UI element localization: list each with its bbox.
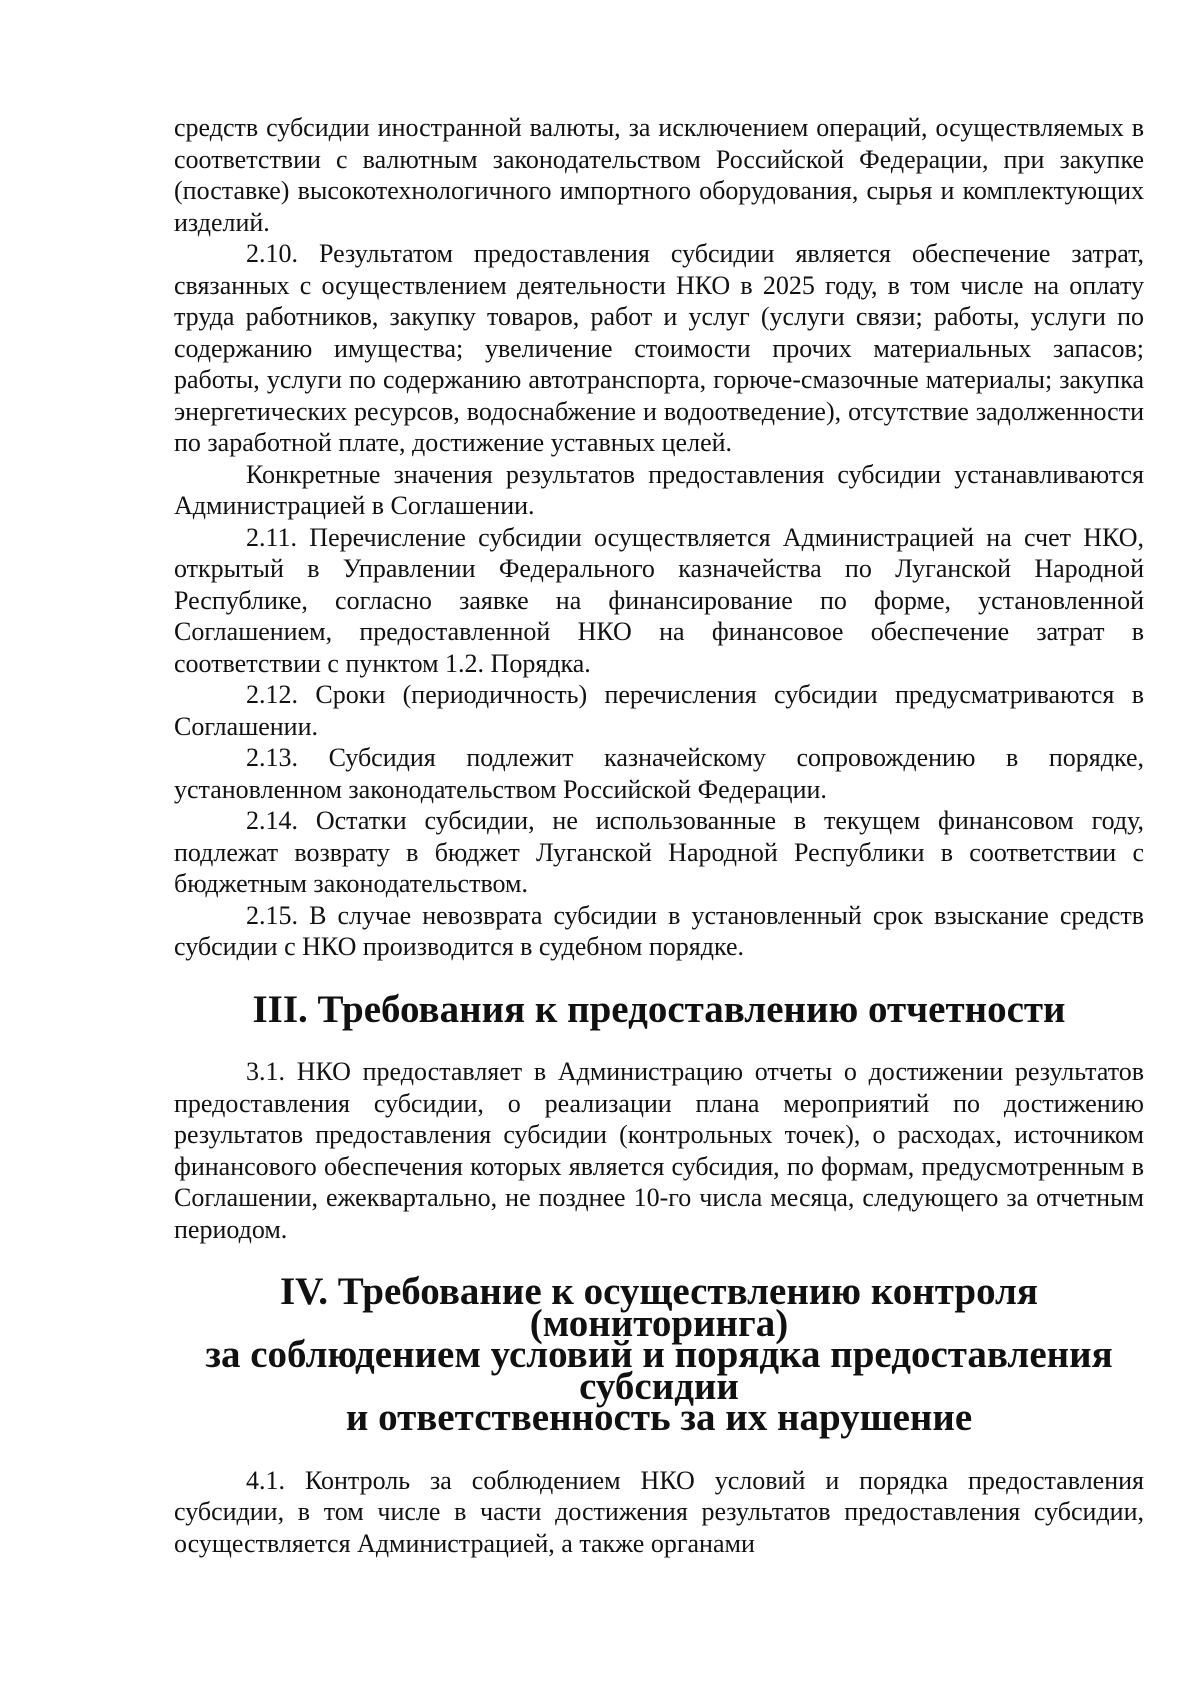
paragraph-2-13: 2.13. Субсидия подлежит казначейскому сопровождению в порядке, установленном законодательством Российской Федерации. (174, 743, 1144, 804)
section-4-heading-line-1: IV. Требование к осуществлению контроля (мониторинга) (279, 1270, 1039, 1345)
paragraph-concrete-values: Конкретные значения результатов предоставления субсидии устанавливаются Администрацией в Соглашении. (174, 459, 1144, 520)
paragraph-4-1: 4.1. Контроль за соблюдением НКО условий и порядка предоставления субсидии, в том числе в части достижения результатов предоставления субсидии, осуществляется Администрацией, а также органами (174, 1465, 1144, 1558)
paragraph-3-1: 3.1. НКО предоставляет в Администрацию отчеты о достижении результатов предоставления субсидии, о реализации плана мероприятий по достижению результатов предоставления субсидии (контрольных точек), о расходах, источником финансового обеспечения которых является субсидия, по формам, предусмотренным в Соглашении, ежеквартально, не позднее 10-го числа месяца, следующего за отчетным периодом. (174, 1057, 1144, 1244)
paragraph-2-14: 2.14. Остатки субсидии, не использованные в текущем финансовом году, подлежат возврату в бюджет Луганской Народной Республики в соответствии с бюджетным законодательством. (174, 806, 1144, 898)
paragraph-2-10: 2.10. Результатом предоставления субсидии является обеспечение затрат, связанных с осуществлением деятельности НКО в 2025 году, в том числе на оплату труда работников, закупку товаров, работ и услуг (услуги связи; работы, услуги по содержанию имущества; увеличение стоимости прочих материальных запасов; работы, услуги по содержанию автотранспорта, горюче-смазочные материалы; закупка энергетических ресурсов, водоснабжение и водоотведение), отсутствие задолженности по заработной плате, достижение уставных целей. (174, 239, 1144, 457)
section-4-heading-line-3: и ответственность за их нарушение (345, 1396, 973, 1439)
paragraph-2-15: 2.15. В случае невозврата субсидии в установленный срок взыскание средств субсидии с НКО производится в судебном порядке. (174, 900, 1144, 961)
document-page (174, 112, 1144, 1559)
paragraph-currency-operations: средств субсидии иностранной валюты, за исключением операций, осуществляемых в соответствии с валютным законодательством Российской Федерации, при закупке (поставке) высокотехнологичного импортного оборудования, сырья и комплектующих изделий. (174, 113, 1144, 237)
paragraph-2-12: 2.12. Сроки (периодичность) перечисления субсидии предусматриваются в Соглашении. (174, 680, 1144, 741)
section-3-heading: III. Требования к предоставлению отчетности (252, 987, 1066, 1031)
section-4-heading (174, 1270, 1144, 1439)
section-4-heading-line-2: за соблюдением условий и порядка предоставления субсидии (205, 1333, 1113, 1408)
paragraph-2-11: 2.11. Перечисление субсидии осуществляется Администрацией на счет НКО, открытый в Управлении Федерального казначейства по Луганской Народной Республике, согласно заявке на финансирование по форме, установленной Соглашением, предоставленной НКО на финансовое обеспечение затрат в соответствии с пунктом 1.2. Порядка. (174, 522, 1144, 678)
